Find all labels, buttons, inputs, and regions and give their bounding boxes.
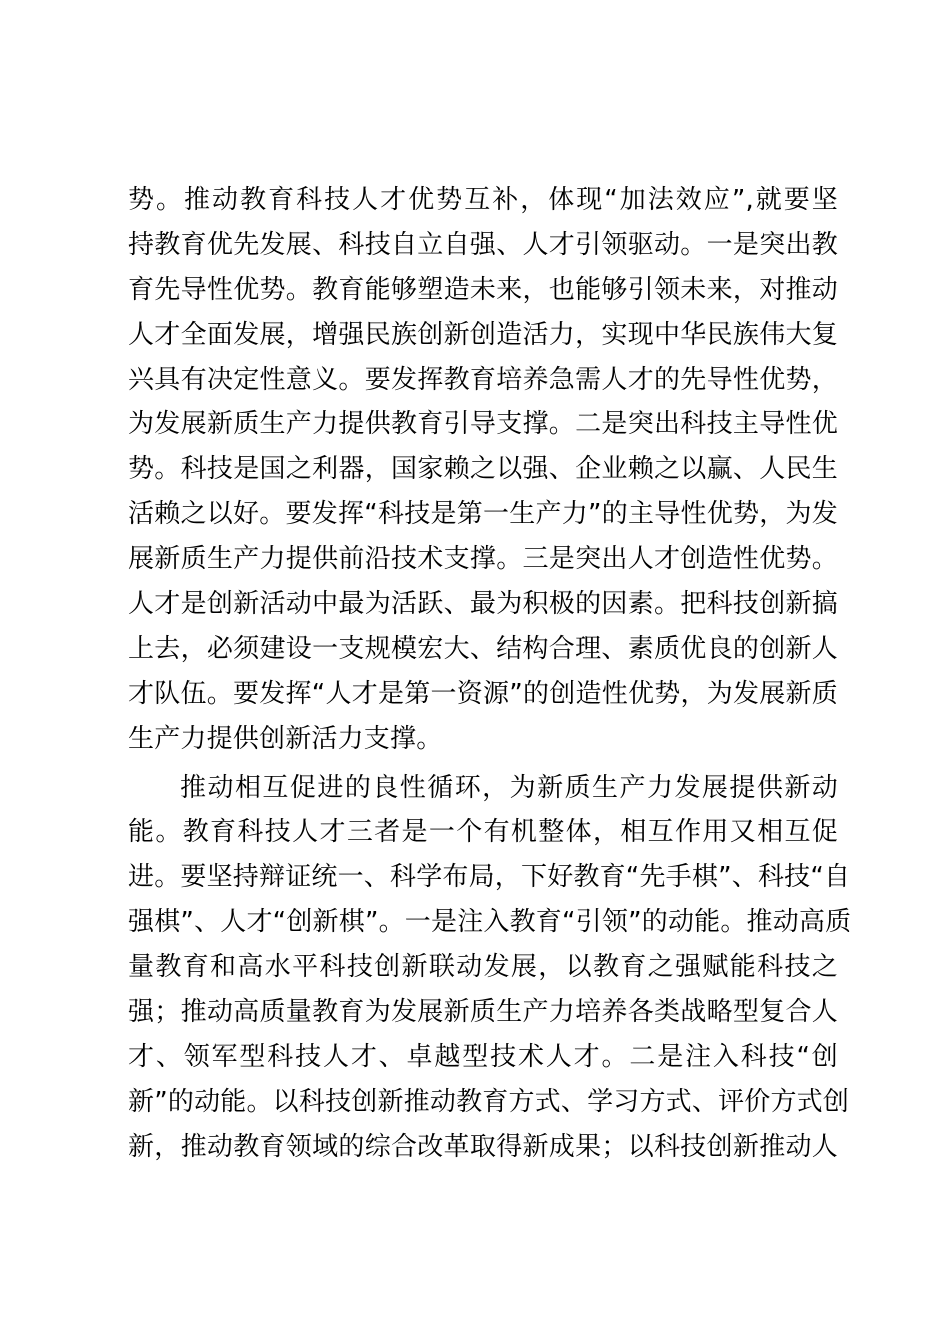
paragraph-line: 兴具有决定性意义。要发挥教育培养急需人才的先导性优势， [128, 364, 838, 395]
paragraph-line: 量教育和高水平科技创新联动发展，以教育之强赋能科技之 [128, 952, 838, 983]
body-text [128, 178, 852, 1170]
paragraph-line: 人才是创新活动中最为活跃、最为积极的因素。把科技创新搞 [128, 589, 838, 620]
paragraph-line: 才、领军型科技人才、卓越型技术人才。二是注入科技“创 [128, 1041, 838, 1072]
paragraph-line: 持教育优先发展、科技自立自强、人才引领驱动。一是突出教 [128, 229, 838, 260]
paragraph-line: 才队伍。要发挥“人才是第一资源”的创造性优势，为发展新质 [128, 678, 838, 709]
paragraph-line: 新”的动能。以科技创新推动教育方式、学习方式、评价方式创 [128, 1086, 850, 1117]
paragraph-line: 活赖之以好。要发挥“科技是第一生产力”的主导性优势，为发 [128, 499, 838, 530]
paragraph-line: 强棋”、人才“创新棋”。一是注入教育“引领”的动能。推动高质 [128, 907, 852, 938]
paragraph-line: 能。教育科技人才三者是一个有机整体，相互作用又相互促 [128, 817, 838, 848]
paragraph-line: 生产力提供创新活力支撑。 [128, 723, 443, 754]
paragraph-line: 为发展新质生产力提供教育引导支撑。二是突出科技主导性优 [128, 409, 838, 440]
paragraph-line: 展新质生产力提供前沿技术支撑。三是突出人才创造性优势。 [128, 544, 838, 575]
paragraph-first-line: 推动相互促进的良性循环，为新质生产力发展提供新动 [180, 772, 838, 803]
paragraph-line: 势。科技是国之利器，国家赖之以强、企业赖之以赢、人民生 [128, 454, 838, 485]
paragraph-line: 人才全面发展，增强民族创新创造活力，实现中华民族伟大复 [128, 319, 838, 350]
paragraph-line: 育先导性优势。教育能够塑造未来，也能够引领未来，对推动 [128, 274, 838, 305]
paragraph-line: 新，推动教育领域的综合改革取得新成果；以科技创新推动人 [128, 1131, 838, 1162]
paragraph-line: 进。要坚持辩证统一、科学布局，下好教育“先手棋”、科技“自 [128, 862, 851, 893]
paragraph-line: 上去，必须建设一支规模宏大、结构合理、素质优良的创新人 [128, 633, 838, 664]
paragraph-line: 势。推动教育科技人才优势互补，体现“加法效应”,就要坚 [128, 185, 838, 215]
paragraph-line: 强；推动高质量教育为发展新质生产力培养各类战略型复合人 [128, 997, 838, 1028]
